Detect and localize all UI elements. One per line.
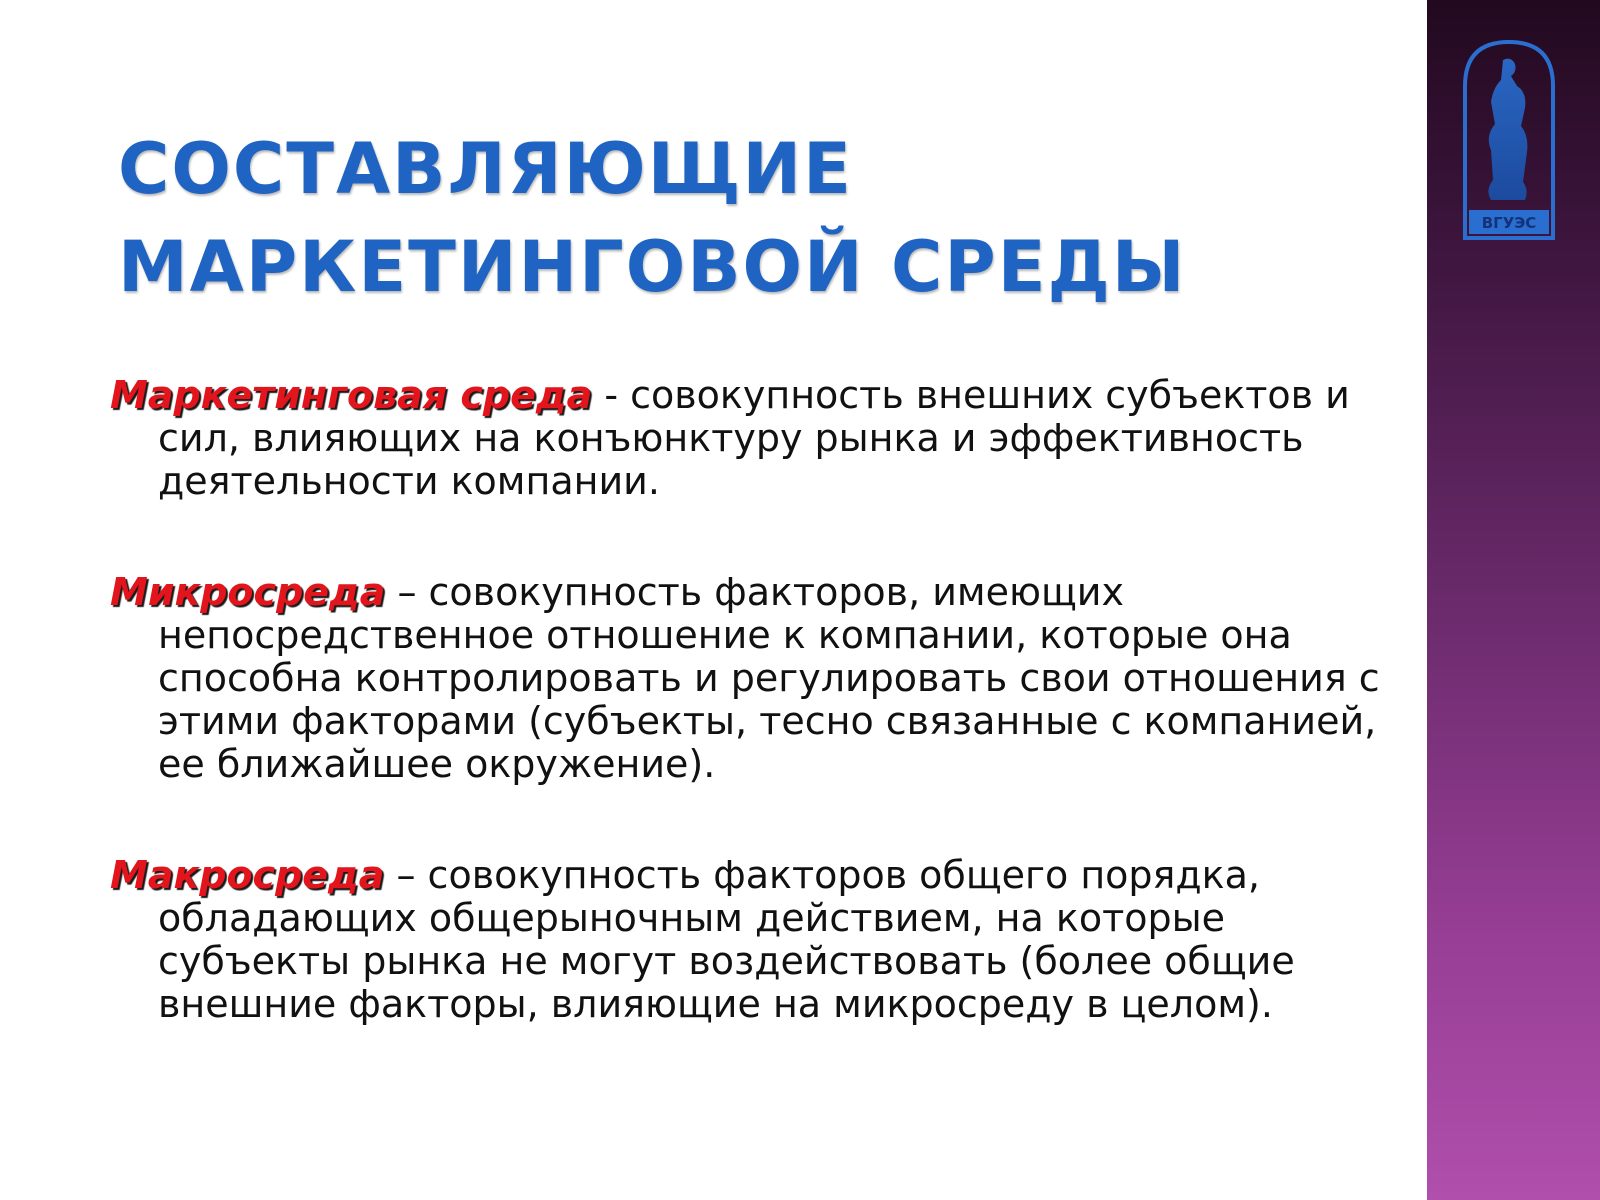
slide-title	[118, 120, 1398, 316]
definition-macroenvironment	[110, 854, 1410, 1026]
title-line-1: СОСТАВЛЯЮЩИЕ	[118, 128, 853, 210]
definition-text: – совокупность факторов, имеющих непосредственное отношение к компании, которые она способна контролировать и регулировать свои отношения с этими факторами (субъекты, тесно связанные с компанией, ее ближайшее окружение).	[158, 570, 1380, 786]
university-logo	[1461, 38, 1557, 240]
definition-text: - совокупность внешних субъектов и сил, влияющих на конъюнктуру рынка и эффективность деятельности компании.	[158, 373, 1350, 503]
definitions-list	[110, 374, 1410, 1026]
definition-text: – совокупность факторов общего порядка, обладающих общерыночным действием, на которые субъекты рынка не могут воздействовать (более общие внешние факторы, влияющие на микросреду в целом).	[158, 853, 1295, 1026]
definition-marketing-environment	[110, 374, 1410, 503]
definition-microenvironment	[110, 571, 1410, 786]
title-line-2: МАРКЕТИНГОВОЙ СРЕДЫ	[118, 226, 1187, 308]
logo-text: ВГУЭС	[1481, 214, 1537, 232]
term-microenvironment: Микросреда	[110, 570, 386, 614]
term-macroenvironment: Макросреда	[110, 853, 385, 897]
term-marketing-environment: Маркетинговая среда	[110, 373, 593, 417]
